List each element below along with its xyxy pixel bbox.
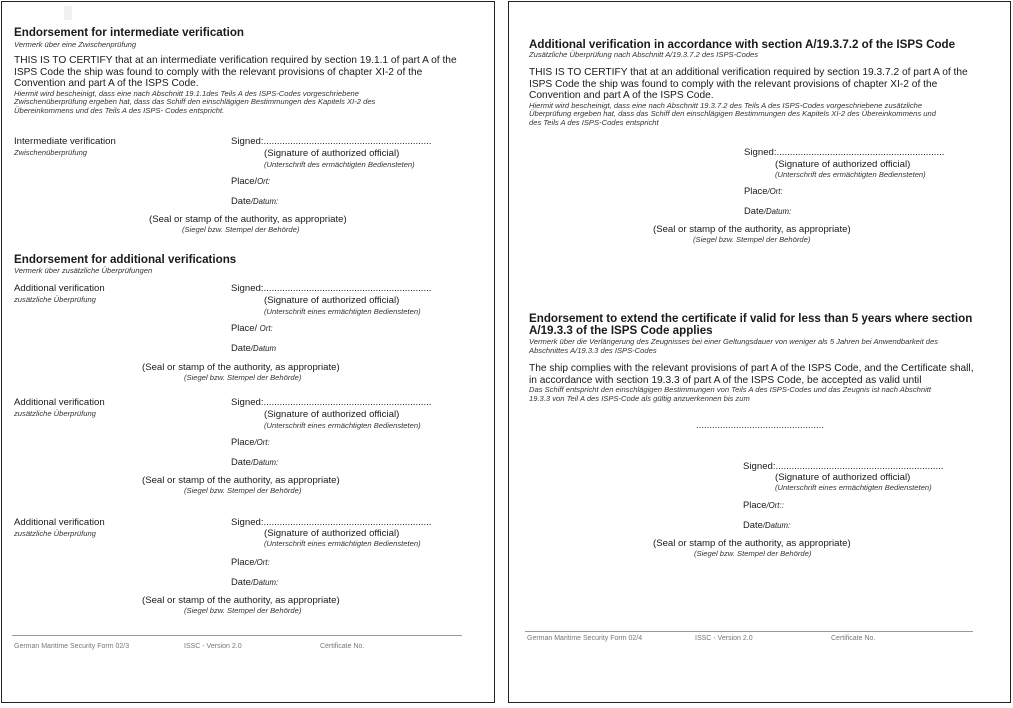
footer-version: ISSC - Version 2.0 xyxy=(695,635,753,642)
date-label-de: /Datum xyxy=(250,344,276,353)
seal-caption-de: (Siegel bzw. Stempel der Behörde) xyxy=(693,235,811,244)
body-line-de: Zwischenüberprüfung ergeben hat, dass das Schiff den einschlägigen Bestimmungen des Kapitels XI-2 des xyxy=(14,97,376,107)
seal-caption-de: (Siegel bzw. Stempel der Behörde) xyxy=(694,549,812,558)
body-line-de: Hiermit wird bescheinigt, dass eine nach Abschnitt 19.1.1des Teils A des ISPS-Codes vorgeschriebene xyxy=(14,88,359,98)
additional-label-de: zusätzliche Überprüfung xyxy=(14,295,96,304)
date-label: Date xyxy=(231,342,251,353)
additional-792-title: Additional verification in accordance with section A/19.3.7.2 of the ISPS Code xyxy=(529,38,956,51)
additional-label: Additional verification xyxy=(14,397,105,408)
extend-title: Endorsement to extend the certificate if valid for less than 5 years where section xyxy=(529,312,973,325)
footer-rule xyxy=(12,635,462,636)
seal-caption: (Seal or stamp of the authority, as appropriate) xyxy=(149,214,347,225)
place-label: Place/ xyxy=(231,175,258,186)
signed-field: Signed:............................................................... xyxy=(231,136,432,147)
intermediate-label: Intermediate verification xyxy=(14,136,116,147)
footer-form: German Maritime Security Form 02/4 xyxy=(527,635,643,642)
footer-version: ISSC - Version 2.0 xyxy=(184,643,242,650)
date-label-de: /Datum: xyxy=(762,521,791,530)
intermediate-subtitle: Vermerk über eine Zwischenprüfung xyxy=(14,40,137,49)
footer-certificate: Certificate No. xyxy=(831,635,876,642)
seal-caption-de: (Siegel bzw. Stempel der Behörde) xyxy=(184,486,302,495)
valid-until-field: ................................................ xyxy=(696,420,824,431)
place-label: Place xyxy=(743,499,767,510)
body-line: ISPS Code the ship was found to comply with the relevant provisions of chapter XI-2 of the xyxy=(529,78,938,90)
additional-subtitle: Vermerk über zusätzliche Überprüfungen xyxy=(14,266,153,275)
date-label-de: /Datum: xyxy=(763,207,792,216)
place-label-de: Ort: xyxy=(259,324,273,333)
date-field xyxy=(743,519,790,530)
body-line-de: Überprüfung ergeben hat, dass das Schiff den einschlägigen Bestimmungen des Kapitels XI-2 des Übereinkommens und xyxy=(529,109,936,119)
date-field xyxy=(231,195,278,206)
date-label: Date xyxy=(743,519,763,530)
place-label-de: /Ort:: xyxy=(766,501,784,510)
place-field xyxy=(231,436,270,447)
signature-caption: (Signature of authorized official) xyxy=(775,472,911,483)
date-field xyxy=(744,205,791,216)
body-line: THIS IS TO CERTIFY that at an intermediate verification required by section 19.1.1 of part A of the xyxy=(14,55,457,66)
signature-caption-de: (Unterschrift eines ermächtigten Bediensteten) xyxy=(264,539,421,548)
signature-caption: (Signature of authorized official) xyxy=(264,528,400,539)
date-label: Date xyxy=(231,456,251,467)
seal-caption: (Seal or stamp of the authority, as appropriate) xyxy=(653,224,851,235)
signature-caption-de: (Unterschrift eines ermächtigten Bediensteten) xyxy=(264,421,421,430)
date-label-de: /Datum: xyxy=(250,458,279,467)
signature-caption-de: (Unterschrift eines ermächtigten Bediensteten) xyxy=(264,307,421,316)
signed-field: Signed:............................................................... xyxy=(743,461,944,472)
additional-792-body xyxy=(529,67,1001,128)
place-label-de: Ort: xyxy=(257,177,271,186)
signature-caption: (Signature of authorized official) xyxy=(264,295,400,306)
body-line: Convention and part A of the ISPS Code. xyxy=(14,78,199,90)
body-line: in accordance with section 19.3.3 of part A of the ISPS Code, be accepted as valid until xyxy=(529,374,922,386)
date-label: Date xyxy=(231,195,251,206)
additional-label-de: zusätzliche Überprüfung xyxy=(14,409,96,418)
body-line: ISPS Code the ship was found to comply with the relevant provisions of chapter XI-2 of the xyxy=(14,66,423,78)
intermediate-label-de: Zwischenüberprüfung xyxy=(14,148,88,157)
place-label-de: /Ort: xyxy=(254,558,270,567)
date-field xyxy=(231,456,278,467)
seal-caption-de: (Siegel bzw. Stempel der Behörde) xyxy=(184,373,302,382)
seal-caption: (Seal or stamp of the authority, as appropriate) xyxy=(142,595,340,606)
date-label: Date xyxy=(231,576,251,587)
signature-caption: (Signature of authorized official) xyxy=(264,409,400,420)
signed-field: Signed:............................................................... xyxy=(231,397,432,408)
certificate-page-left xyxy=(1,1,495,703)
signature-caption-de: (Unterschrift eines ermächtigten Bediensteten) xyxy=(775,483,932,492)
signed-field: Signed:............................................................... xyxy=(744,147,945,158)
seal-caption: (Seal or stamp of the authority, as appropriate) xyxy=(142,362,340,373)
additional-label: Additional verification xyxy=(14,283,105,294)
footer-form: German Maritime Security Form 02/3 xyxy=(14,643,130,650)
signature-caption-de: (Unterschrift des ermächtigten Bediensteten) xyxy=(775,170,926,179)
place-label-de: /Ort: xyxy=(254,438,270,447)
seal-caption-de: (Siegel bzw. Stempel der Behörde) xyxy=(184,606,302,615)
signed-field: Signed:............................................................... xyxy=(231,517,432,528)
additional-label: Additional verification xyxy=(14,517,105,528)
certificate-page-right xyxy=(508,1,1011,703)
place-label: Place xyxy=(231,556,255,567)
date-label-de: /Datum: xyxy=(250,197,279,206)
additional-title: Endorsement for additional verifications xyxy=(14,253,237,266)
extend-subtitle: Vermerk über die Verlängerung des Zeugnisses bei einer Geltungsdauer von weniger als 5 Jahren bei Anwendbarkeit des xyxy=(529,337,939,346)
intermediate-title: Endorsement for intermediate verification xyxy=(14,26,244,39)
footer-rule xyxy=(525,631,973,632)
seal-caption: (Seal or stamp of the authority, as appropriate) xyxy=(653,538,851,549)
signature-caption: (Signature of authorized official) xyxy=(775,159,911,170)
extend-body xyxy=(529,363,1001,403)
body-line-de: Übereinkommens und des Teils A des ISPS- Codes entspricht. xyxy=(14,105,225,115)
date-label: Date xyxy=(744,205,764,216)
signed-field: Signed:............................................................... xyxy=(231,283,432,294)
date-field xyxy=(231,342,276,353)
place-field xyxy=(743,499,784,510)
place-label: Place/ xyxy=(231,322,260,333)
date-field xyxy=(231,576,278,587)
body-line-de: 19.3.3 von Teil A des ISPS-Code als gültig anzuerkennen bis zum xyxy=(529,393,750,403)
date-label-de: /Datum: xyxy=(250,578,279,587)
seal-caption: (Seal or stamp of the authority, as appropriate) xyxy=(142,475,340,486)
scan-mark xyxy=(64,6,72,20)
body-line-de: Das Schiff entspricht den einschlägigen Bestimmungen von Teils A des ISPS-Codes und das Zeugnis ist nach Abschnitt xyxy=(529,385,931,395)
signature-caption-de: (Unterschrift des ermächtigten Bediensteten) xyxy=(264,160,415,169)
place-label: Place xyxy=(231,436,255,447)
seal-caption-de: (Siegel bzw. Stempel der Behörde) xyxy=(182,225,300,234)
place-field xyxy=(231,322,273,333)
place-field xyxy=(744,185,783,196)
body-line: THIS IS TO CERTIFY that at an additional verification required by section 19.3.7.2 of part A of the xyxy=(529,67,968,78)
extend-title-line-2: A/19.3.3 of the ISPS Code applies xyxy=(529,324,713,337)
extend-subtitle-line-2: Abschnittes A/19.3.3 des ISPS-Codes xyxy=(529,346,657,355)
body-line-de: Hiermit wird bescheinigt, dass eine nach Abschnitt 19.3.7.2 des Teils A des ISPS-Codes vorgeschriebene zusätzliche xyxy=(529,100,923,110)
body-line-de: des Teils A des ISPS-Codes entspricht xyxy=(529,117,659,127)
place-field xyxy=(231,175,270,186)
place-label: Place xyxy=(744,185,768,196)
place-label-de: /Ort: xyxy=(767,187,783,196)
place-field xyxy=(231,556,270,567)
footer-certificate: Certificate No. xyxy=(320,643,365,650)
body-line: Convention and part A of the ISPS Code. xyxy=(529,90,714,102)
body-line: The ship complies with the relevant provisions of part A of the ISPS Code, and the Certificate shall, xyxy=(529,363,974,374)
signature-caption: (Signature of authorized official) xyxy=(264,148,400,159)
intermediate-body xyxy=(14,55,484,116)
additional-label-de: zusätzliche Überprüfung xyxy=(14,529,96,538)
additional-792-subtitle: Zusätzliche Überprüfung nach Abschnitt A/19.3.7.2 des ISPS-Codes xyxy=(529,50,759,59)
